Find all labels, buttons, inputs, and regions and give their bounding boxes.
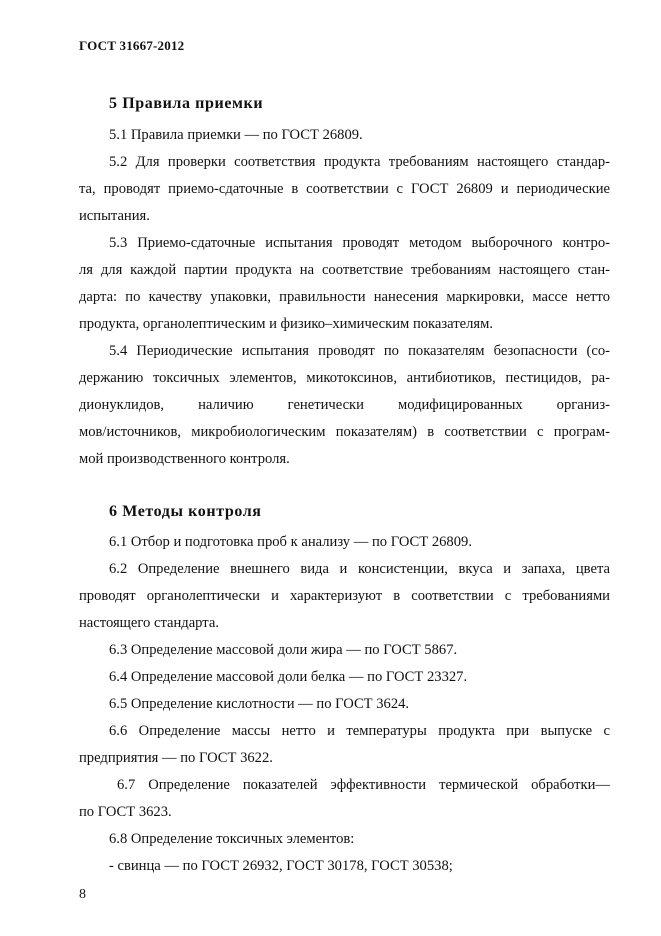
paragraph-6-8: 6.8 Определение токсичных элементов: <box>109 831 355 847</box>
paragraph-5-2-line-1: 5.2 Для проверки соответствия продукта требованиям настоящего стандар- <box>109 154 610 170</box>
page-number: 8 <box>79 887 86 902</box>
section-6-heading: 6 Методы контроля <box>109 503 262 520</box>
paragraph-6-4: 6.4 Определение массовой доли белка — по ГОСТ 23327. <box>109 669 468 685</box>
paragraph-6-1: 6.1 Отбор и подготовка проб к анализу — по ГОСТ 26809. <box>109 534 472 550</box>
paragraph-5-3-line-3: дарта: по качеству упаковки, правильности нанесения маркировки, массе нетто <box>79 289 610 305</box>
paragraph-5-3-line-2: ля для каждой партии продукта на соответствие требованиям настоящего стан- <box>79 262 610 278</box>
paragraph-5-4-line-3: дионуклидов, наличию генетически модифицированных организ- <box>79 397 610 413</box>
paragraph-5-4-line-4: мов/источников, микробиологическим показателям) в соответствии с програм- <box>79 424 610 440</box>
paragraph-5-1: 5.1 Правила приемки — по ГОСТ 26809. <box>109 127 363 143</box>
paragraph-6-3: 6.3 Определение массовой доли жира — по ГОСТ 5867. <box>109 642 458 658</box>
paragraph-6-7-line-1: 6.7 Определение показателей эффективности термической обработки— <box>117 777 610 793</box>
paragraph-6-6-line-1: 6.6 Определение массы нетто и температуры продукта при выпуске с <box>109 723 610 739</box>
paragraph-6-2-line-1: 6.2 Определение внешнего вида и консистенции, вкуса и запаха, цвета <box>109 561 610 577</box>
paragraph-5-4-line-2: держанию токсичных элементов, микотоксинов, антибиотиков, пестицидов, ра- <box>79 370 610 386</box>
paragraph-6-6-line-2: предприятия — по ГОСТ 3622. <box>79 750 273 766</box>
paragraph-6-2-line-2: проводят органолептически и характеризуют в соответствии с требованиями <box>79 588 610 604</box>
section-5-heading: 5 Правила приемки <box>109 95 264 112</box>
paragraph-6-7-line-2: по ГОСТ 3623. <box>79 804 172 820</box>
paragraph-6-5: 6.5 Определение кислотности — по ГОСТ 3624. <box>109 696 410 712</box>
list-item-lead: - свинца — по ГОСТ 26932, ГОСТ 30178, ГОСТ 30538; <box>109 858 453 874</box>
paragraph-5-4-line-1: 5.4 Периодические испытания проводят по показателям безопасности (со- <box>109 343 610 359</box>
paragraph-6-2-line-3: настоящего стандарта. <box>79 615 219 631</box>
document-code: ГОСТ 31667-2012 <box>79 38 185 53</box>
paragraph-5-3-line-4: продукта, органолептическим и физико–химическим показателям. <box>79 316 493 332</box>
paragraph-5-2-line-2: та, проводят приемо-сдаточные в соответствии с ГОСТ 26809 и периодические <box>79 181 610 197</box>
paragraph-5-4-line-5: мой производственного контроля. <box>79 451 290 467</box>
paragraph-5-3-line-1: 5.3 Приемо-сдаточные испытания проводят методом выборочного контро- <box>109 235 610 251</box>
paragraph-5-2-line-3: испытания. <box>79 208 150 224</box>
